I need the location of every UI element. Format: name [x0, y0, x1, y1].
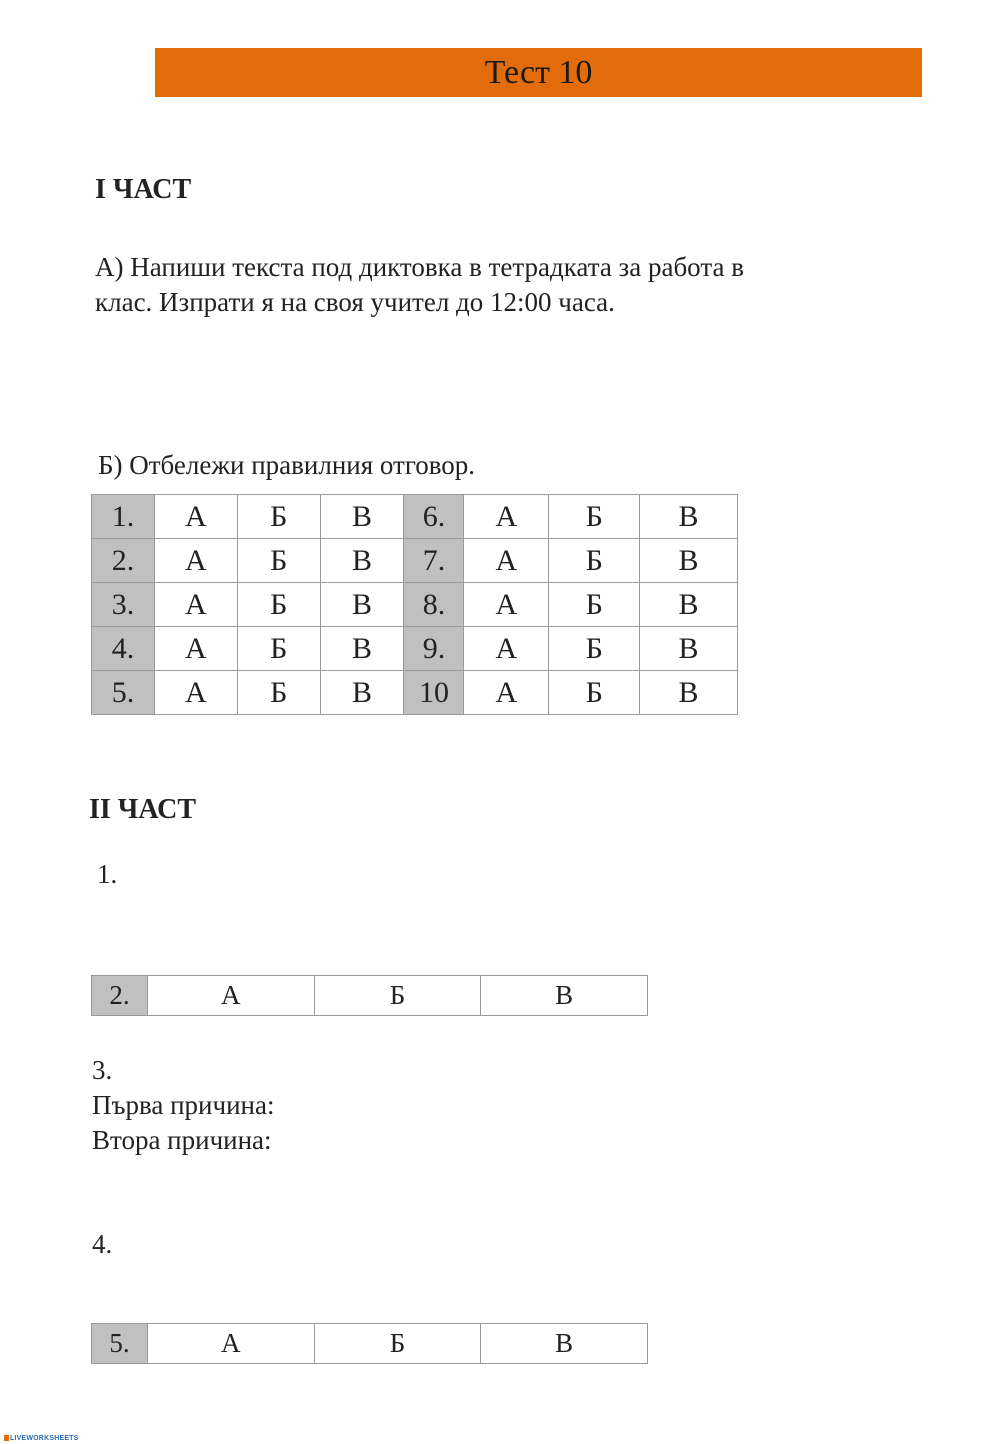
option-b-cell[interactable]: Б [549, 671, 640, 715]
liveworksheets-logo [4, 1435, 79, 1442]
question-number: 1. [92, 495, 155, 539]
first-reason-label: Първа причина: [92, 1090, 275, 1120]
page-title: Тест 10 [484, 53, 593, 91]
option-b-cell[interactable]: Б [549, 495, 640, 539]
answer-row [92, 671, 738, 715]
question-2-grid [91, 975, 648, 1016]
question-number: 8. [404, 583, 464, 627]
answer-row [92, 583, 738, 627]
option-v-cell[interactable]: В [640, 539, 738, 583]
option-b-cell[interactable]: Б [237, 539, 320, 583]
question-number: 2. [92, 976, 148, 1016]
option-b-cell[interactable]: Б [314, 976, 481, 1016]
question-3-block [92, 1053, 274, 1158]
option-b-cell[interactable]: Б [549, 583, 640, 627]
option-a-cell[interactable]: А [147, 1324, 314, 1364]
logo-text: LIVEWORKSHEETS [10, 1435, 79, 1442]
option-a-cell[interactable]: А [154, 539, 237, 583]
question-1-label: 1. [97, 859, 118, 889]
part1-heading: I ЧАСТ [95, 174, 192, 205]
option-a-cell[interactable]: А [147, 976, 314, 1016]
question-number: 5. [92, 671, 155, 715]
option-b-cell[interactable]: Б [237, 627, 320, 671]
logo-mark-icon [4, 1435, 9, 1441]
question-number: 3. [92, 583, 155, 627]
task-a-text [95, 250, 744, 320]
question-number: 5. [92, 1324, 148, 1364]
option-a-cell[interactable]: А [154, 671, 237, 715]
option-v-cell[interactable]: В [320, 539, 404, 583]
option-v-cell[interactable]: В [320, 495, 404, 539]
option-v-cell[interactable]: В [320, 671, 404, 715]
question-number: 2. [92, 539, 155, 583]
option-v-cell[interactable]: В [640, 671, 738, 715]
answer-grid [91, 494, 738, 715]
option-b-cell[interactable]: Б [237, 671, 320, 715]
option-v-cell[interactable]: В [320, 583, 404, 627]
option-a-cell[interactable]: А [154, 495, 237, 539]
option-b-cell[interactable]: Б [314, 1324, 481, 1364]
part2-heading: II ЧАСТ [89, 794, 197, 825]
option-v-cell[interactable]: В [320, 627, 404, 671]
title-bar [155, 48, 922, 97]
answer-row [92, 495, 738, 539]
option-a-cell[interactable]: А [154, 583, 237, 627]
task-a-line1: А) Напиши текста под диктовка в тетрадката за работа в [95, 252, 744, 282]
option-v-cell[interactable]: В [640, 583, 738, 627]
option-v-cell[interactable]: В [481, 976, 648, 1016]
option-b-cell[interactable]: Б [549, 627, 640, 671]
option-v-cell[interactable]: В [640, 627, 738, 671]
task-a-line2: клас. Изпрати я на своя учител до 12:00 часа. [95, 287, 615, 317]
option-a-cell[interactable]: А [464, 627, 549, 671]
question-number: 10 [404, 671, 464, 715]
second-reason-label: Втора причина: [92, 1125, 272, 1155]
task-b-text: Б) Отбележи правилния отговор. [98, 450, 476, 480]
question-number: 6. [404, 495, 464, 539]
question-3-label: 3. [92, 1055, 113, 1085]
question-5-grid [91, 1323, 648, 1364]
question-number: 9. [404, 627, 464, 671]
answer-row [92, 976, 648, 1016]
answer-row [92, 539, 738, 583]
answer-row [92, 627, 738, 671]
option-a-cell[interactable]: А [464, 539, 549, 583]
question-number: 7. [404, 539, 464, 583]
option-a-cell[interactable]: А [464, 671, 549, 715]
option-b-cell[interactable]: Б [237, 495, 320, 539]
option-v-cell[interactable]: В [640, 495, 738, 539]
question-4-label: 4. [92, 1229, 113, 1259]
question-number: 4. [92, 627, 155, 671]
option-b-cell[interactable]: Б [549, 539, 640, 583]
option-v-cell[interactable]: В [481, 1324, 648, 1364]
option-a-cell[interactable]: А [464, 495, 549, 539]
option-b-cell[interactable]: Б [237, 583, 320, 627]
option-a-cell[interactable]: А [464, 583, 549, 627]
answer-row [92, 1324, 648, 1364]
option-a-cell[interactable]: А [154, 627, 237, 671]
